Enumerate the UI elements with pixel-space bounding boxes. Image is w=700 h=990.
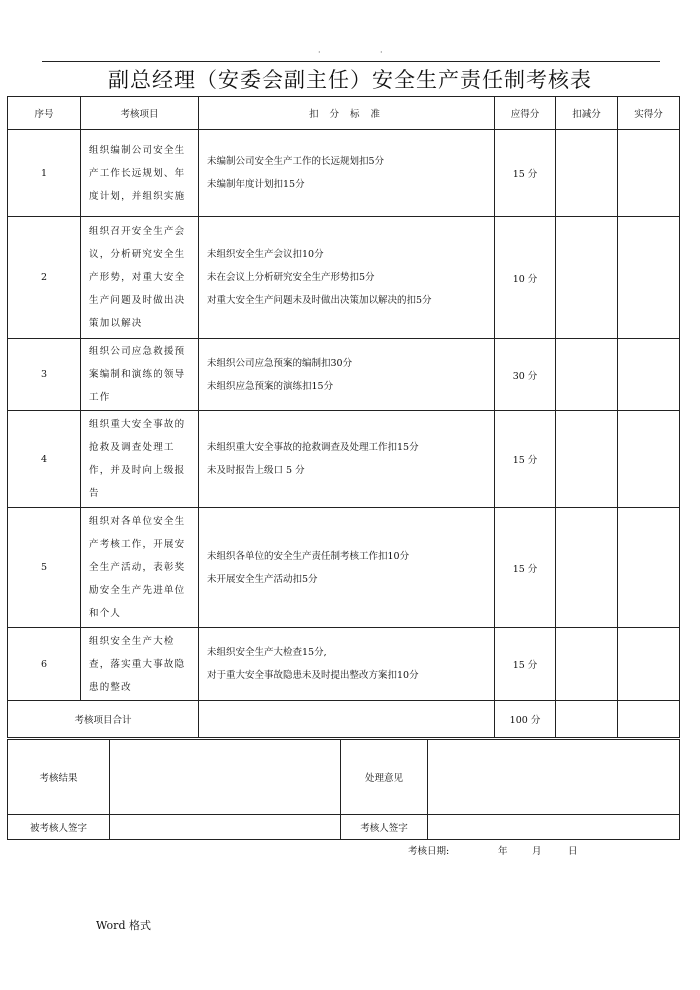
total-actual-cell[interactable] (618, 701, 680, 738)
criteria-line: 未及时报告上级口 5 分 (207, 465, 305, 476)
deduct-cell[interactable] (556, 628, 618, 701)
actual-cell[interactable] (618, 628, 680, 701)
table-row (8, 508, 680, 628)
result-table (7, 739, 680, 840)
deduct-cell[interactable] (556, 130, 618, 217)
assessment-item: 组织公司应急救援预案编制和演练的领导工作 (81, 339, 199, 411)
deduction-criteria (199, 508, 495, 628)
examinee-sign-label: 被考核人签字 (8, 815, 110, 840)
result-row (8, 740, 680, 815)
row-number: 3 (8, 339, 81, 411)
criteria-line: 未在会议上分析研究安全生产形势扣5分 (207, 272, 375, 283)
examinee-sign-field[interactable] (110, 815, 341, 840)
score-cell: 15 分 (495, 628, 556, 701)
criteria-line: 未组织安全生产大检查15分, (207, 647, 327, 658)
total-row (8, 701, 680, 738)
deduct-cell[interactable] (556, 411, 618, 508)
actual-cell[interactable] (618, 217, 680, 339)
result-label: 考核结果 (8, 740, 110, 815)
criteria-line: 未编制公司安全生产工作的长远规划扣5分 (207, 156, 385, 167)
deduct-cell[interactable] (556, 508, 618, 628)
row-number: 4 (8, 411, 81, 508)
table-row (8, 628, 680, 701)
deduction-criteria (199, 628, 495, 701)
actual-cell[interactable] (618, 339, 680, 411)
score-cell: 10 分 (495, 217, 556, 339)
table-row (8, 217, 680, 339)
deduct-cell[interactable] (556, 339, 618, 411)
result-field[interactable] (110, 740, 341, 815)
criteria-line: 未编制年度计划扣15分 (207, 179, 305, 190)
col-header-no: 序号 (8, 97, 81, 130)
row-number: 5 (8, 508, 81, 628)
table-header-row (8, 97, 680, 130)
total-score: 100 分 (495, 701, 556, 738)
actual-cell[interactable] (618, 130, 680, 217)
criteria-line: 未组织重大安全事故的抢救调查及处理工作扣15分 (207, 442, 419, 453)
header-dot: · (318, 48, 321, 57)
criteria-line: 对重大安全生产问题未及时做出决策加以解决的扣5分 (207, 295, 432, 306)
col-header-item: 考核项目 (81, 97, 199, 130)
examiner-sign-field[interactable] (428, 815, 680, 840)
actual-cell[interactable] (618, 411, 680, 508)
score-cell: 15 分 (495, 508, 556, 628)
table-row (8, 411, 680, 508)
page-title: 副总经理（安委会副主任）安全生产责任制考核表 (108, 68, 592, 92)
col-header-score: 应得分 (495, 97, 556, 130)
header-dot: · (380, 48, 383, 57)
criteria-line: 未组织各单位的安全生产责任制考核工作扣10分 (207, 550, 410, 562)
col-header-criteria: 扣 分 标 准 (199, 97, 495, 130)
row-number: 2 (8, 217, 81, 339)
criteria-line: 未组织安全生产会议扣10分 (207, 249, 324, 260)
opinion-label: 处理意见 (341, 740, 428, 815)
deduction-criteria (199, 217, 495, 339)
col-header-deduct: 扣减分 (556, 97, 618, 130)
criteria-line: 未组织公司应急预案的编制扣30分 (207, 357, 353, 369)
date-label: 考核日期: (408, 846, 450, 857)
criteria-line: 对于重大安全事故隐患未及时提出整改方案扣10分 (207, 670, 419, 681)
deduction-criteria (199, 411, 495, 508)
score-cell: 15 分 (495, 130, 556, 217)
criteria-line: 未开展安全生产活动扣5分 (207, 573, 318, 585)
date-day: 日 (568, 846, 578, 857)
deduct-cell[interactable] (556, 217, 618, 339)
assessment-item: 组织召开安全生产会议，分析研究安全生产形势，对重大安全生产问题及时做出决策加以解决 (81, 217, 199, 339)
score-cell: 30 分 (495, 339, 556, 411)
total-deduct-cell[interactable] (556, 701, 618, 738)
score-cell: 15 分 (495, 411, 556, 508)
signature-row (8, 815, 680, 840)
table-row (8, 130, 680, 217)
row-number: 1 (8, 130, 81, 217)
assessment-item: 组织安全生产大检查，落实重大事故隐患的整改 (81, 628, 199, 701)
header-rule (42, 61, 660, 62)
date-year: 年 (498, 846, 508, 857)
assessment-item: 组织对各单位安全生产考核工作，开展安全生产活动，表彰奖励安全生产先进单位和个人 (81, 508, 199, 628)
header-dots (0, 48, 700, 58)
table-row (8, 339, 680, 411)
col-header-actual: 实得分 (618, 97, 680, 130)
word-format-label: Word 格式 (96, 919, 151, 932)
criteria-line: 未组织应急预案的演练扣15分 (207, 380, 334, 392)
total-label: 考核项目合计 (8, 701, 199, 738)
assessment-item: 组织编制公司安全生产工作长远规划、年度计划，并组织实施 (81, 130, 199, 217)
opinion-field[interactable] (428, 740, 680, 815)
assessment-item: 组织重大安全事故的抢救及调查处理工作，并及时向上级报告 (81, 411, 199, 508)
actual-cell[interactable] (618, 508, 680, 628)
row-number: 6 (8, 628, 81, 701)
date-month: 月 (532, 846, 542, 857)
total-criteria-cell (199, 701, 495, 738)
deduction-criteria (199, 130, 495, 217)
examiner-sign-label: 考核人签字 (341, 815, 428, 840)
deduction-criteria (199, 339, 495, 411)
assessment-table (7, 96, 680, 738)
